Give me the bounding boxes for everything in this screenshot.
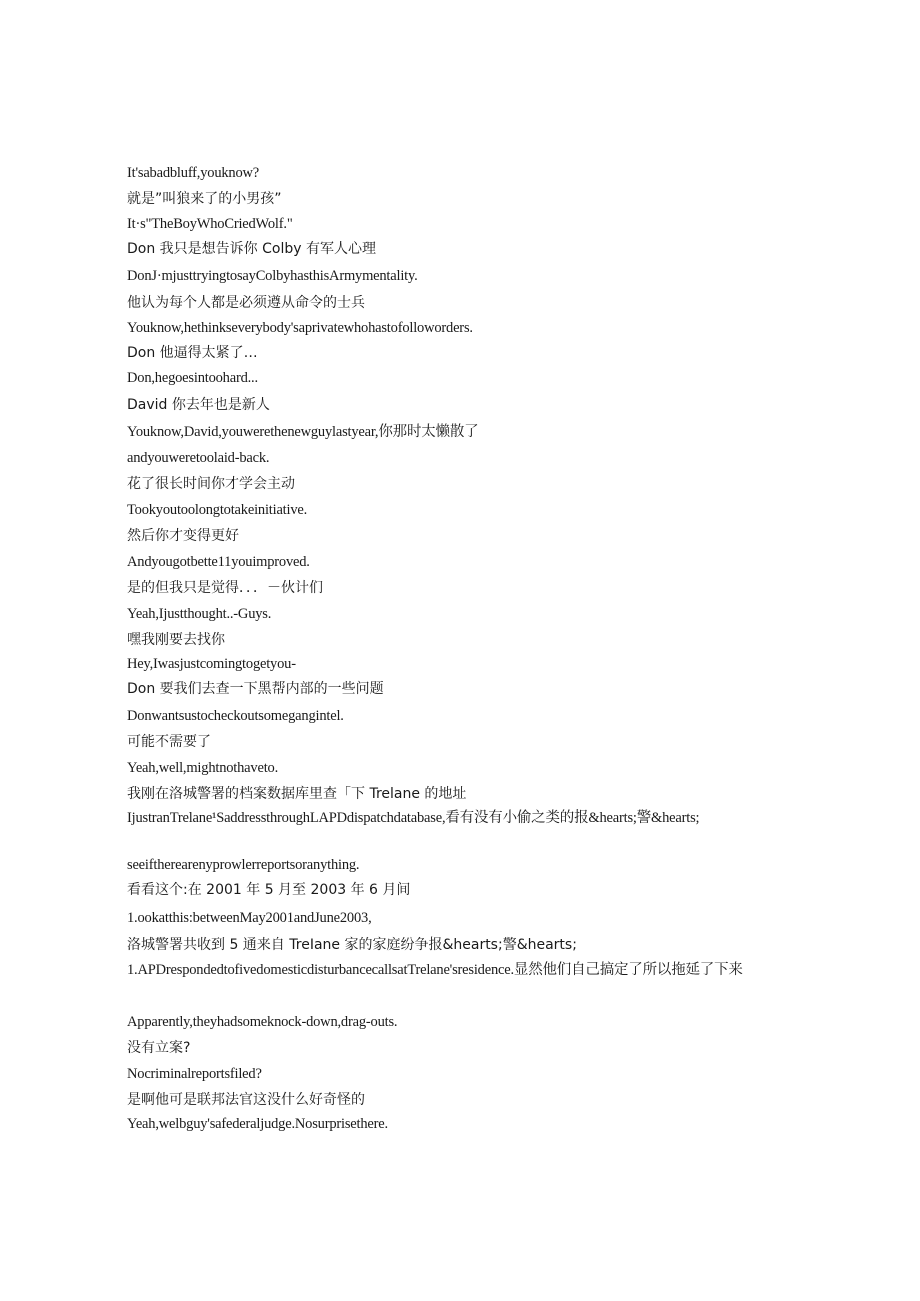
chinese-subtitle-line: 没有立案? xyxy=(127,1040,191,1056)
chinese-subtitle-line: 我刚在洛城警署的档案数据库里查「下 Trelane 的地址 xyxy=(127,786,467,802)
english-subtitle-line: Hey,Iwasjustcomingtogetyou- xyxy=(127,656,296,672)
english-subtitle-line: Yeah,well,mightnothaveto. xyxy=(127,760,278,776)
english-subtitle-line: 1.ookatthis:betweenMay2001andJune2003, xyxy=(127,910,372,926)
english-subtitle-line: seeiftherearenyprowlerreportsoranything. xyxy=(127,857,360,873)
chinese-subtitle-line: 看看这个:在 2001 年 5 月至 2003 年 6 月间 xyxy=(127,882,411,898)
chinese-subtitle-line: 就是”叫狼来了的小男孩” xyxy=(127,191,282,207)
english-subtitle-line: Youknow,hethinkseverybody'saprivatewhohastofolloworders. xyxy=(127,320,473,336)
english-subtitle-line: Nocriminalreportsfiled? xyxy=(127,1066,262,1082)
chinese-subtitle-line: 然后你才变得更好 xyxy=(127,528,239,544)
english-subtitle-line: Andyougotbette11youimproved. xyxy=(127,554,310,570)
chinese-subtitle-line: Don 我只是想告诉你 Colby 有军人心理 xyxy=(127,241,376,257)
chinese-subtitle-line: 花了很长时间你才学会主动 xyxy=(127,476,295,492)
english-subtitle-line: It·s"TheBoyWhoCriedWolf." xyxy=(127,216,293,232)
chinese-subtitle-line: 洛城警署共收到 5 通来自 TreIane 家的家庭纷争报&hearts;警&hearts; xyxy=(127,937,577,953)
chinese-subtitle-line: David 你去年也是新人 xyxy=(127,397,270,413)
english-subtitle-line: Youknow,David,youwerethenewguylastyear,你那时太懒散了 xyxy=(127,424,479,440)
english-subtitle-line: Yeah,Ijustthought..-Guys. xyxy=(127,606,272,622)
english-subtitle-line: Apparently,theyhadsomeknock-down,drag-outs. xyxy=(127,1014,398,1030)
chinese-subtitle-line: 是的但我只是觉得．．．－伙计们 xyxy=(127,580,323,596)
english-subtitle-line: Yeah,welbguy'safederaljudge.Nosurprisethere. xyxy=(127,1116,388,1132)
chinese-subtitle-line: 是啊他可是联邦法官这没什么好奇怪的 xyxy=(127,1092,365,1108)
chinese-subtitle-line: 可能不需要了 xyxy=(127,734,211,750)
chinese-subtitle-line: 他认为每个人都是必须遵从命令的士兵 xyxy=(127,295,365,311)
chinese-subtitle-line: 嘿我刚要去找你 xyxy=(127,632,225,648)
english-subtitle-line: andyouweretoolaid-back. xyxy=(127,450,270,466)
chinese-subtitle-line: Don 要我们去查一下黑帮内部的一些问题 xyxy=(127,681,384,697)
english-subtitle-line: Don,hegoesintoohard... xyxy=(127,370,258,386)
english-subtitle-line: Tookyoutoolongtotakeinitiative. xyxy=(127,502,308,518)
english-subtitle-line: It'sabadbluff,youknow? xyxy=(127,165,260,181)
chinese-subtitle-line: Don 他逼得太紧了… xyxy=(127,345,258,361)
subtitle-transcript xyxy=(127,160,787,1136)
english-subtitle-line: IjustranTrelane¹SaddressthroughLAPDdispatchdatabase,看有没有小偷之类的报&hearts;警&hearts; xyxy=(127,810,700,826)
english-subtitle-line: 1.APDrespondedtofivedomesticdisturbancecallsatTrelane'sresidence.显然他们自己搞定了所以拖延了下来 xyxy=(127,962,743,978)
english-subtitle-line: Donwantsustocheckoutsomegangintel. xyxy=(127,708,344,724)
english-subtitle-line: DonJ·mjusttryingtosayColbyhasthisArmymentality. xyxy=(127,268,418,284)
